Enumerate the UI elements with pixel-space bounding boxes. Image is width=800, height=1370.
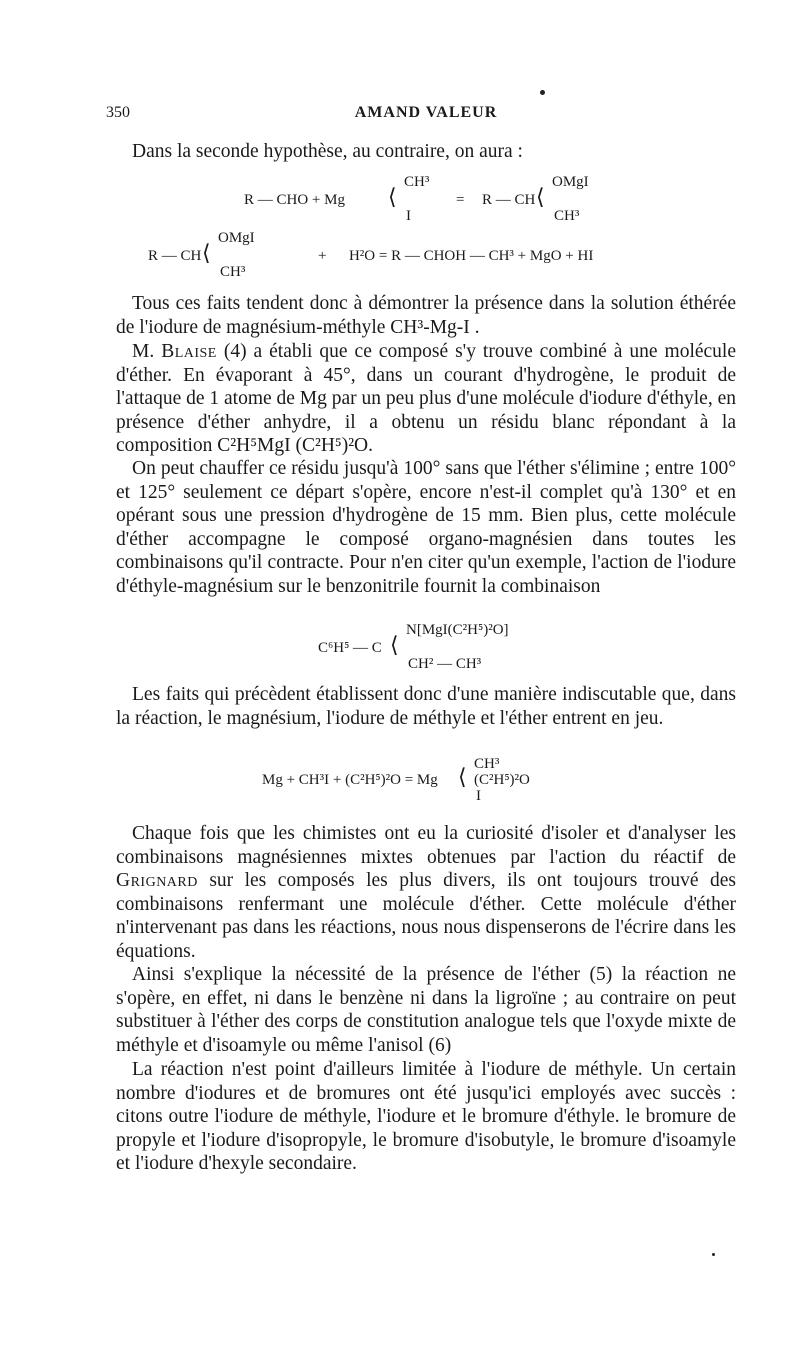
eq4-top: CH³ [474, 756, 500, 772]
branch-bracket: ⟨ [388, 184, 397, 209]
ink-speck [540, 90, 545, 95]
paragraph-3: On peut chauffer ce résidu jusqu'à 100° sans que l'éther s'élimine ; entre 100° et 125° seulement ce départ s'opère, encore n'est-il complet qu'à 130° et en opérant sous une pression d'hydrogène de 15 mm. Bien plus, cette molécule d'éther accompagne le composé organo-magnésien dans toutes les combinaisons qu'il contracte. Pour n'en citer qu'un exemple, l'action de l'iodure d'éthyle-magnésium sur le benzonitrile fournit la combinaison [116, 458, 736, 597]
paragraph-4: Les faits qui précèdent établissent donc d'une manière indiscutable que, dans la réaction, le magnésium, l'iodure de méthyle et l'éther entrent en jeu. [116, 684, 736, 729]
eq4-bottom: I [476, 788, 481, 804]
eq3-left: C⁶H⁵ — C [318, 640, 382, 656]
page-header [106, 104, 746, 128]
running-title: AMAND VALEUR [354, 104, 498, 121]
branch-bracket: ⟨ [390, 632, 399, 657]
eq4-left: Mg + CH³I + (C²H⁵)²O = Mg [262, 772, 438, 788]
eq1-equals: = [456, 192, 465, 208]
eq1-left: R — CHO + Mg [244, 192, 345, 208]
intro-line: Dans la seconde hypothèse, au contraire, on aura : [132, 141, 523, 162]
eq3-bottom: CH² — CH³ [408, 656, 482, 672]
eq1-right-bottom: CH³ [554, 208, 580, 224]
eq1-top: CH³ [404, 174, 430, 190]
paragraph-7: La réaction n'est point d'ailleurs limitée à l'iodure de méthyle. Un certain nombre d'iodures et de bromures ont été jusqu'ici employés avec succès : citons outre l'iodure de méthyle, l'iodure et le bromure d'éthyle. le bromure de propyle et l'iodure d'isopropyle, le bromure d'isobutyle, le bromure d'isoamyle et l'iodure d'hexyle secondaire. [116, 1059, 736, 1174]
eq1-bottom: I [406, 208, 411, 224]
eq1-right-left: R — CH [482, 192, 536, 208]
author-name: Blaise [161, 341, 217, 362]
paragraph-2: M. Blaise (4) a établi que ce composé s'y trouve combiné à une molécule d'éther. En évaporant à 45°, dans un courant d'hydrogène, le produit de l'attaque de 1 atome de Mg par un peu plus d'une molécule d'iodure d'éthyle, en présence d'éther anhydre, il a obtenu un résidu blanc répondant à la composition C²H⁵MgI (C²H⁵)²O. [116, 341, 736, 456]
eq3-top: N[MgI(C²H⁵)²O] [406, 622, 509, 638]
branch-bracket: ⟨ [202, 240, 211, 265]
eq2-left: R — CH [148, 248, 202, 264]
eq2-top: OMgI [218, 230, 255, 246]
paragraph-5: Chaque fois que les chimistes ont eu la curiosité d'isoler et d'analyser les combinaisons magnésiennes mixtes obtenues par l'action du réactif de Grignard sur les composés les plus divers, ils ont toujours trouvé des combinaisons renfermant une molécule d'éther. Cette molécule d'éther n'intervenant pas dans les réactions, nous nous dispenserons de l'écrire dans les équations. [116, 823, 736, 962]
eq2-bottom: CH³ [220, 264, 246, 280]
author-name: Grignard [116, 870, 198, 891]
eq4-middle: (C²H⁵)²O [474, 772, 530, 788]
branch-bracket: ⟨ [458, 764, 467, 789]
eq2-rest: + H²O = R — CHOH — CH³ + MgO + HI [318, 248, 594, 264]
paragraph-1: Tous ces faits tendent donc à démontrer la présence dans la solution éthérée de l'iodure de magnésium-méthyle CH³-Mg-I . [116, 293, 736, 338]
paragraph-6: Ainsi s'explique la nécessité de la présence de l'éther (5) la réaction ne s'opère, en effet, ni dans le benzène ni dans la ligroïne ; au contraire on peut substituer à l'éther des corps de constitution analogue tels que l'oxyde mixte de méthyle et d'isoamyle ou même l'anisol (6) [116, 964, 736, 1056]
eq1-right-top: OMgI [552, 174, 589, 190]
ink-speck [712, 1253, 715, 1256]
page-number: 350 [106, 104, 130, 121]
branch-bracket: ⟨ [536, 184, 545, 209]
